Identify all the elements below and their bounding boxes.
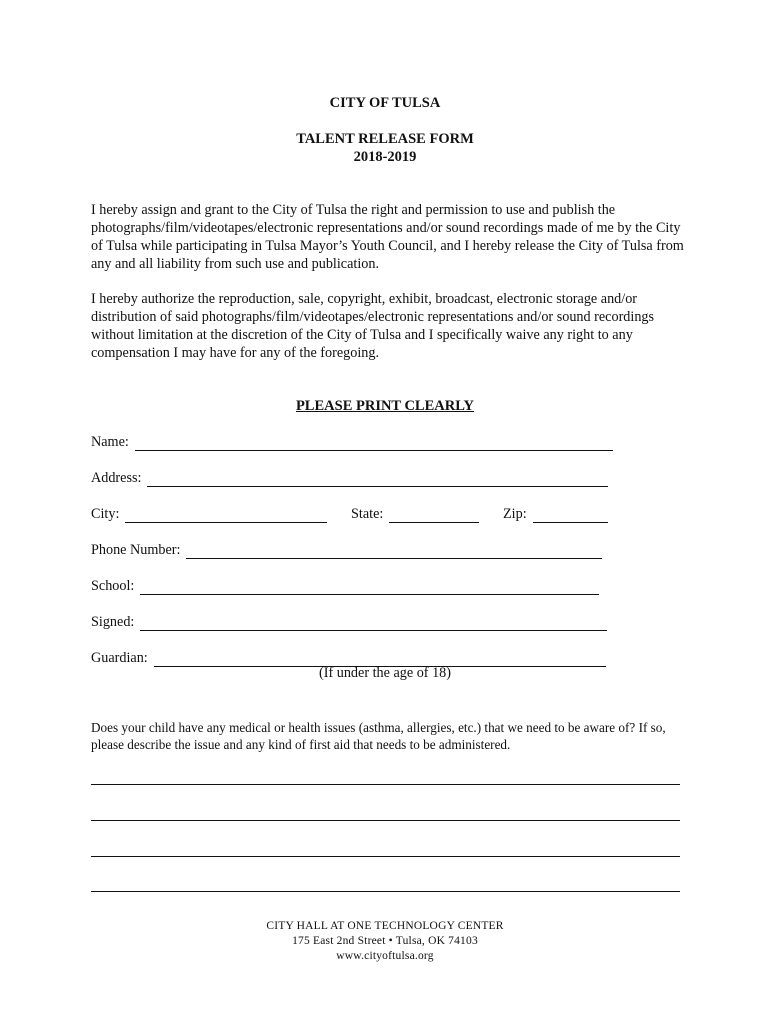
school-label: School: [91, 578, 135, 594]
name-field[interactable] [91, 431, 613, 451]
zip-field[interactable] [503, 503, 608, 523]
city-label: City: [91, 506, 120, 522]
phone-input-line[interactable] [186, 543, 602, 559]
school-input-line[interactable] [140, 579, 599, 595]
guardian-field[interactable] [91, 647, 606, 667]
school-field[interactable] [91, 575, 599, 595]
phone-field[interactable] [91, 539, 602, 559]
city-input-line[interactable] [125, 507, 327, 523]
state-input-line[interactable] [389, 507, 479, 523]
footer-address-block [0, 919, 770, 964]
medical-answer-line-3[interactable] [91, 856, 680, 857]
zip-label: Zip: [503, 506, 527, 522]
signature-input-line[interactable] [140, 615, 607, 631]
form-year: 2018-2019 [353, 149, 417, 165]
name-label: Name: [91, 434, 129, 450]
address-label: Address: [91, 470, 142, 486]
address-input-line[interactable] [147, 471, 608, 487]
state-label: State: [351, 506, 384, 522]
address-field[interactable] [91, 467, 608, 487]
medical-answer-line-4[interactable] [91, 891, 680, 892]
city-field[interactable] [91, 503, 327, 523]
authorize-paragraph: I hereby authorize the reproduction, sale, copyright, exhibit, broadcast, electronic storage and/or distribution of said photographs/film/videotapes/electronic representations and/or sound recordings without limitation at the discretion of the City of Tulsa and I specifically waive any right to any compensation I may have for any of the foregoing. [91, 291, 655, 361]
signed-label: Signed: [91, 614, 135, 630]
guardian-label: Guardian: [91, 650, 148, 666]
footer-website-link[interactable]: www.cityoftulsa.org [336, 950, 434, 962]
name-input-line[interactable] [135, 435, 613, 451]
footer-building: CITY HALL AT ONE TECHNOLOGY CENTER [266, 920, 504, 932]
zip-input-line[interactable] [533, 507, 608, 523]
print-clearly-instruction: PLEASE PRINT CLEARLY [295, 398, 475, 414]
form-title: TALENT RELEASE FORM [296, 131, 474, 147]
guardian-age-note: (If under the age of 18) [319, 665, 451, 681]
phone-label: Phone Number: [91, 542, 181, 558]
city-state-zip-row [91, 503, 621, 523]
org-heading: CITY OF TULSA [329, 95, 441, 111]
medical-answer-line-2[interactable] [91, 820, 680, 821]
medical-answer-line-1[interactable] [91, 784, 680, 785]
state-field[interactable] [351, 503, 479, 523]
grant-paragraph: I hereby assign and grant to the City of Tulsa the right and permission to use and publish the photographs/film/videotapes/electronic representations and/or sound recordings made of me by the City of Tulsa while participating in Tulsa Mayor’s Youth Council, and I hereby release the City of Tulsa from any and all liability from such use and publication. [91, 202, 684, 272]
signed-field[interactable] [91, 611, 607, 631]
footer-street: 175 East 2nd Street • Tulsa, OK 74103 [292, 935, 478, 947]
medical-question: Does your child have any medical or health issues (asthma, allergies, etc.) that we need to be aware of? If so, please describe the issue and any kind of first aid that needs to be administered. [91, 720, 666, 752]
